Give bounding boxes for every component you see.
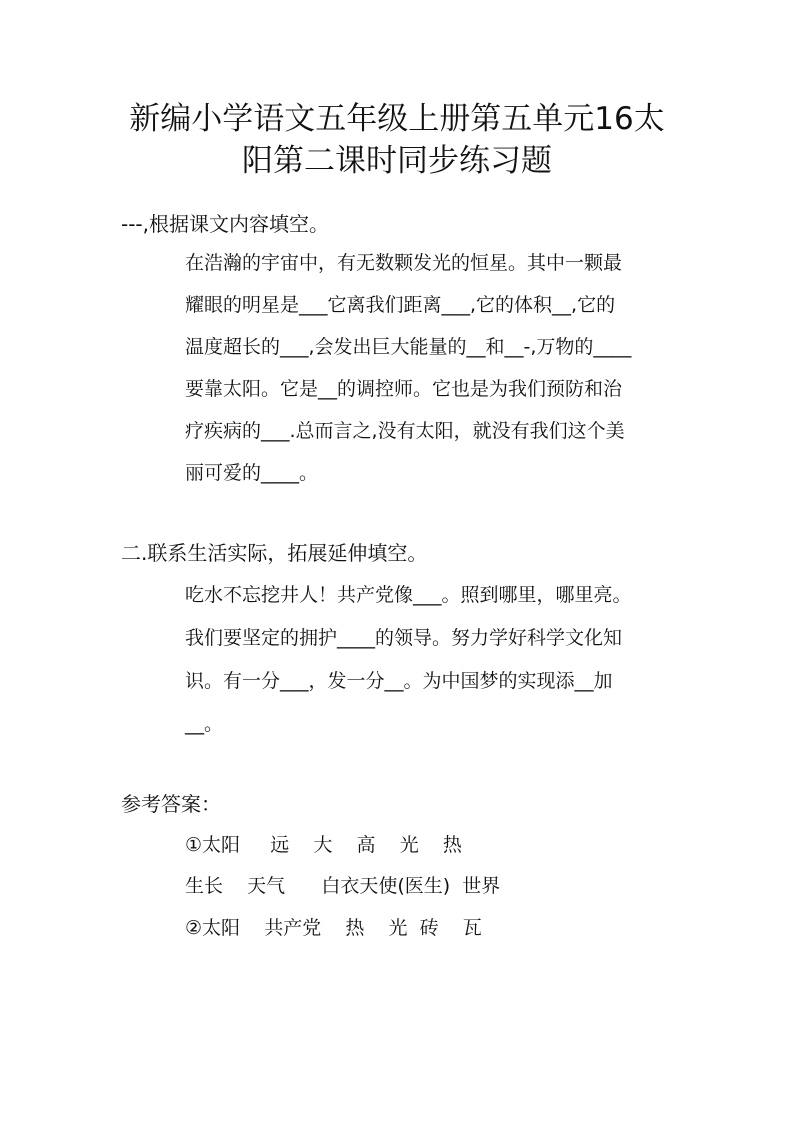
answer-line: 生长 天气 白衣天使(医生) 世界 (185, 875, 501, 897)
section1-line: 要靠太阳。它是__的调控师。它也是为我们预防和治 (185, 378, 623, 400)
section2-line: 吃水不忘挖井人！共产党像___。照到哪里，哪里亮。 (185, 584, 632, 606)
title-line-2: 阳第二课时同步练习题 (242, 143, 552, 179)
document-title (100, 98, 694, 182)
section1-line: 在浩瀚的宇宙中，有无数颗发光的恒星。其中一颗最 (185, 252, 623, 274)
section1-line: 耀眼的明星是___它离我们距离___,它的体积__,它的 (185, 294, 616, 316)
section2-line: 我们要坚定的拥护____的领导。努力学好科学文化知 (185, 627, 623, 649)
answer-line: ②太阳 共产党 热 光 砖 瓦 (185, 917, 482, 939)
title-line-1: 新编小学语文五年级上册第五单元16太 (129, 101, 665, 137)
section2-line: 识。有一分___，发一分__。为中国梦的实现添__加 (185, 670, 613, 692)
answer-line: ①太阳 远 大 高 光 热 (185, 834, 462, 856)
section2-line: __。 (185, 713, 224, 735)
section1-line: 温度超长的___,会发出巨大能量的__和__-,万物的____ (185, 336, 632, 358)
section1-heading: ---,根据课文内容填空。 (121, 212, 330, 236)
answers-heading: 参考答案： (121, 792, 221, 816)
section1-line: 丽可爱的____。 (185, 462, 319, 484)
section2-heading: 二.联系生活实际，拓展延伸填空。 (121, 541, 428, 565)
section1-line: 疗疾病的___.总而言之,没有太阳，就没有我们这个美 (185, 420, 625, 442)
